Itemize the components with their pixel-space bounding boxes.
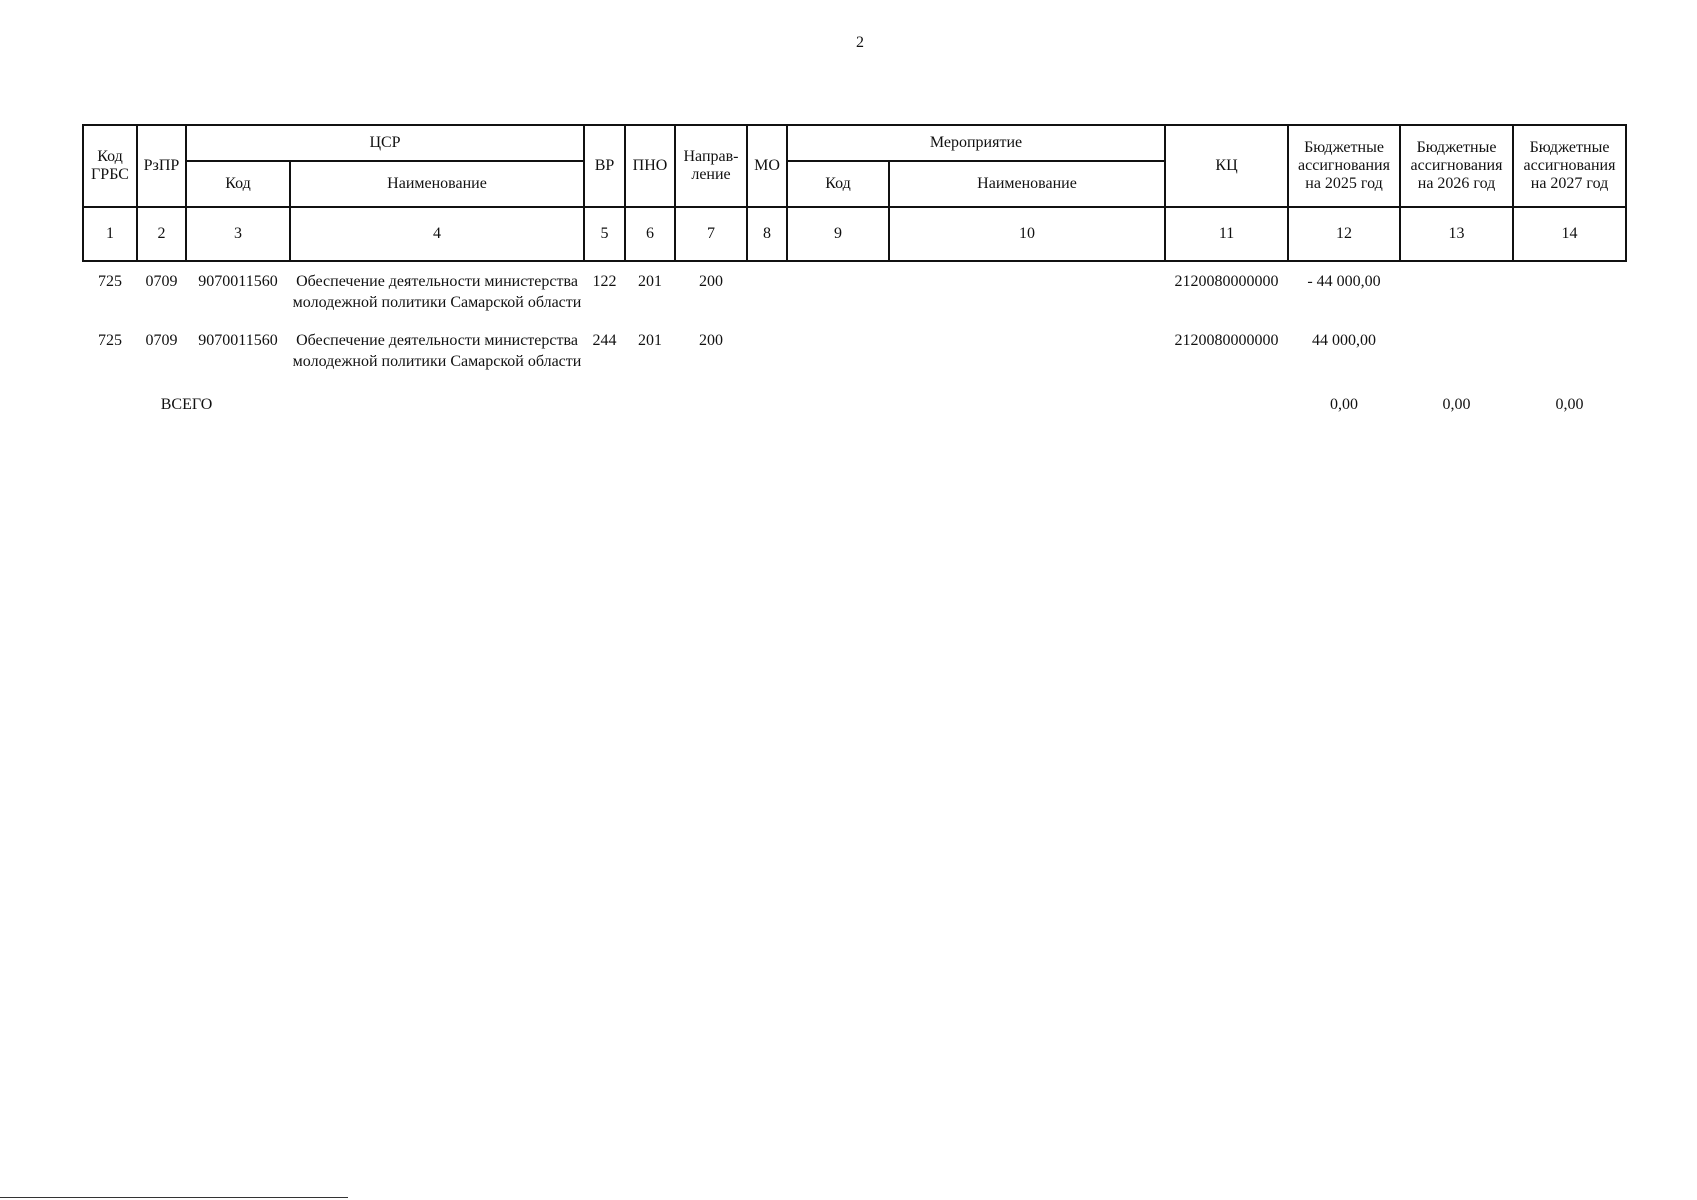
cell-grbs: 725	[98, 332, 122, 349]
header-direction: Направ-ление	[675, 125, 747, 207]
cell-direction: 200	[699, 273, 723, 290]
column-number: 5	[584, 207, 625, 261]
cell-csr-name: Обеспечение деятельности министерства молодежной политики Самарской области	[292, 273, 582, 311]
cell-csr-code: 9070011560	[198, 332, 278, 349]
cell-mo	[747, 321, 787, 380]
column-number: 3	[186, 207, 290, 261]
header-grbs: Код ГРБС	[83, 125, 137, 207]
total-row	[83, 380, 1626, 423]
header-event: Мероприятие	[787, 125, 1165, 161]
budget-table	[82, 124, 1627, 423]
cell-csr-code: 9070011560	[198, 273, 278, 290]
column-number: 4	[290, 207, 584, 261]
cell-direction: 200	[699, 332, 723, 349]
column-number: 12	[1288, 207, 1400, 261]
column-number: 14	[1513, 207, 1626, 261]
header-budget-2025: Бюджетные ассигнования на 2025 год	[1288, 125, 1400, 207]
column-number: 6	[625, 207, 675, 261]
table-row	[83, 321, 1626, 380]
cell-vr: 122	[592, 273, 617, 290]
cell-csr-name: Обеспечение деятельности министерства молодежной политики Самарской области	[292, 332, 582, 370]
header-mo: МО	[747, 125, 787, 207]
page-number: 2	[856, 34, 864, 51]
total-amount-2026: 0,00	[1442, 396, 1471, 413]
table-header	[83, 125, 1626, 261]
cell-kc: 2120080000000	[1174, 273, 1279, 290]
header-rzpr: РзПР	[137, 125, 186, 207]
table-row	[83, 261, 1626, 321]
column-number: 10	[889, 207, 1165, 261]
cell-pno: 201	[638, 273, 662, 290]
cell-amount-2025: - 44 000,00	[1307, 273, 1381, 290]
scan-edge-line	[0, 1197, 348, 1198]
cell-event-name	[889, 261, 1165, 321]
header-csr-code: Код	[186, 161, 290, 207]
cell-amount-2027	[1513, 321, 1626, 380]
cell-event-name	[889, 321, 1165, 380]
cell-amount-2026	[1400, 261, 1513, 321]
header-csr-name: Наименование	[290, 161, 584, 207]
column-number: 11	[1165, 207, 1288, 261]
header-vr: ВР	[584, 125, 625, 207]
cell-vr: 244	[592, 332, 617, 349]
cell-kc: 2120080000000	[1174, 332, 1279, 349]
column-number-row	[83, 207, 1626, 261]
column-number: 9	[787, 207, 889, 261]
header-event-name: Наименование	[889, 161, 1165, 207]
cell-amount-2027	[1513, 261, 1626, 321]
header-csr: ЦСР	[186, 125, 584, 161]
cell-pno: 201	[638, 332, 662, 349]
column-number: 7	[675, 207, 747, 261]
header-pno: ПНО	[625, 125, 675, 207]
column-number: 8	[747, 207, 787, 261]
cell-mo	[747, 261, 787, 321]
cell-rzpr: 0709	[145, 273, 178, 290]
column-number: 1	[83, 207, 137, 261]
cell-grbs: 725	[98, 273, 122, 290]
cell-amount-2026	[1400, 321, 1513, 380]
header-event-code: Код	[787, 161, 889, 207]
cell-rzpr: 0709	[145, 332, 178, 349]
cell-amount-2025: 44 000,00	[1312, 332, 1377, 349]
total-amount-2025: 0,00	[1330, 396, 1359, 413]
header-kc: КЦ	[1165, 125, 1288, 207]
total-label: ВСЕГО	[160, 396, 213, 413]
column-number: 13	[1400, 207, 1513, 261]
header-budget-2027: Бюджетные ассигнования на 2027 год	[1513, 125, 1626, 207]
table-body	[83, 261, 1626, 423]
header-budget-2026: Бюджетные ассигнования на 2026 год	[1400, 125, 1513, 207]
cell-event-code	[787, 261, 889, 321]
cell-event-code	[787, 321, 889, 380]
total-amount-2027: 0,00	[1555, 396, 1584, 413]
column-number: 2	[137, 207, 186, 261]
